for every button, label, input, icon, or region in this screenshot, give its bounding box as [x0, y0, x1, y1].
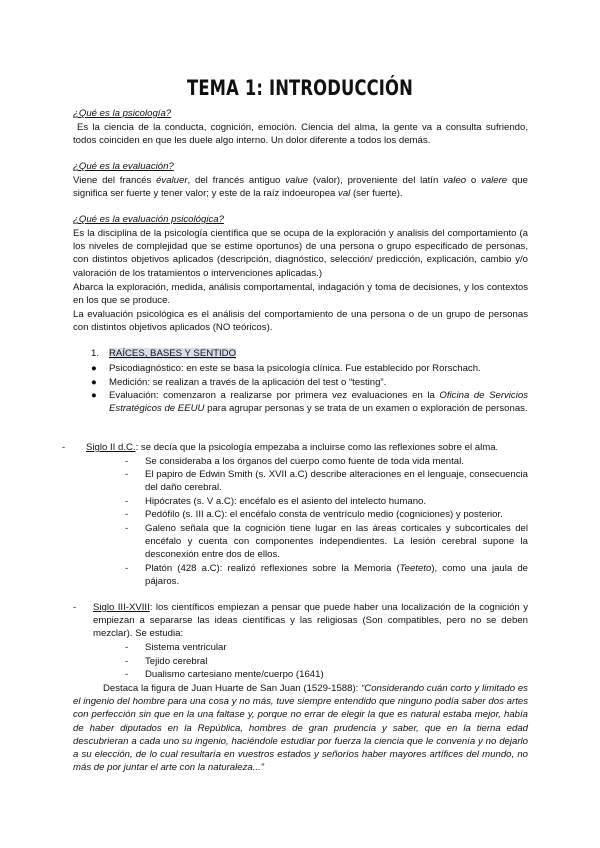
bullet-item: [91, 389, 528, 415]
sub-item-text-part: Platón (428 a.C): realizó reflexiones sobre la Memoria (: [145, 563, 400, 574]
sub-item-text-part: ), como una jaula de pájaros.: [145, 563, 528, 588]
sub-item: [125, 668, 528, 681]
answer-evaluation-text: , del francés antiguo: [187, 175, 286, 186]
century-description: : se decía que la psicología empezaba a incluirse como las reflexiones sobre el alma.: [135, 442, 499, 453]
sub-item-text: Sistema ventricular: [145, 642, 227, 653]
century-text: [93, 601, 528, 641]
bullet-icon: ●: [91, 377, 97, 388]
dash-marker: -: [125, 563, 129, 574]
dash-marker: -: [125, 496, 129, 507]
answer-psych-evaluation-p2: Abarca la exploración, medida, análisis comportamental, indagación y toma de decisiones, y los contextos en los que se produce.: [73, 282, 528, 307]
term-valeo: valeo: [443, 175, 467, 186]
dash-marker: -: [125, 509, 129, 520]
sub-item: [125, 495, 528, 508]
office-name: Oficina de Servicios Estratégicos de EEUU: [109, 390, 528, 415]
answer-evaluation-text: Viene del francés: [73, 175, 157, 186]
bullet-icon: ●: [91, 390, 97, 401]
sub-item-text: Hipócrates (s. V a.C): encéfalo es el asiento del intelecto humano.: [145, 496, 427, 507]
sub-item: [125, 468, 528, 494]
sub-item: [125, 641, 528, 654]
bullet-text: Psicodiagnóstico: en este se basa la psicología clínica. Fue establecido por Rorschach.: [109, 363, 481, 374]
sub-item: [125, 655, 528, 668]
term-valere: valere: [481, 175, 508, 186]
bullet-text-part: para agrupar personas y se trata de un examen o exploración de personas.: [204, 403, 528, 415]
dash-marker: -: [125, 469, 129, 480]
dash-marker: -: [125, 642, 129, 653]
dash-marker: -: [125, 456, 129, 467]
question-psych-evaluation: ¿Qué es la evaluación psicológica?: [73, 214, 224, 225]
answer-evaluation-text: (valor), proveniente del latín: [308, 175, 444, 186]
sub-item: [125, 562, 528, 588]
term-evaluer: évaluer: [156, 175, 188, 186]
sub-item-text: [145, 562, 528, 588]
answer-psychology: Es la ciencia de la conducta, cognición, emoción. Ciencia del alma, la gente va a consulta sufriendo, todos coinciden en que les duele algo interno. Un dolor diferente a todos los demás.: [73, 122, 528, 147]
century-text: [86, 441, 528, 454]
dash-marker: -: [125, 656, 129, 667]
bullet-text: [109, 389, 528, 415]
sub-item-text: Pedófilo (s. III a.C): el encéfalo consta de ventrículo medio (cogniciones) y posterior.: [145, 509, 503, 520]
section-title: RAÍCES, BASES Y SENTIDO: [109, 348, 237, 359]
century-label: Siglo III-XVIII: [93, 602, 150, 613]
sub-item: [125, 522, 528, 562]
bullet-item: [91, 362, 528, 375]
century-item-siglo-ii: [62, 441, 528, 454]
sub-item-text: Tejido cerebral: [145, 656, 208, 667]
dash-marker: -: [125, 523, 129, 534]
sub-item-text: Galeno señala que la cognición tiene lugar en las áreas corticales y subcorticales del encéfalo y cuenta con componentes independientes. La lesión cerebral supone la desconexión entre dos de ellos.: [145, 523, 528, 561]
question-evaluation: ¿Qué es la evaluación?: [73, 161, 174, 172]
bullet-item: [91, 376, 528, 389]
page-title: TEMA 1: INTRODUCCIÓN: [186, 76, 414, 100]
work-title: Teeteto: [399, 563, 432, 574]
century-label: Siglo II d.C.: [86, 442, 136, 453]
sub-item: [125, 455, 528, 468]
sub-item: [125, 508, 528, 521]
sub-item-text: El papiro de Edwin Smith (s. XVII a.C) describe alteraciones en el lenguaje, consecuencia del daño cerebral.: [145, 469, 528, 494]
dash-marker: -: [125, 669, 129, 680]
answer-evaluation-text: (ser fuerte).: [350, 188, 403, 200]
bullet-text-part: Evaluación: comenzaron a realizarse por primera vez evaluaciones en la: [109, 390, 440, 401]
huarte-paragraph: [73, 682, 528, 774]
century-item-siglo-iii-xviii: [73, 601, 528, 641]
dash-marker: -: [62, 442, 66, 453]
bullet-icon: ●: [91, 363, 97, 374]
huarte-intro: Destaca la figura de Juan Huarte de San Juan (1529-1588):: [103, 683, 362, 694]
section-number: 1.: [91, 348, 100, 359]
huarte-quote: “Considerando cuán corto y limitado es el ingenio del hombre para una cosa y no más, tuve siempre entendido que ninguno podía saber dos artes con perfección sin que en la una faltase y, porque no errar de elegir la que es natural estaba mejor, había de haber diputados en la República, hombres de gran prudencia y saber, que en la tierna edad descubrieran a cada uno su ingenio, haciéndole estudiar por fuerza la ciencia que le convenía y no dejarlo a su elección, de lo cual resultaría en vuestros estados y señoríos haber mayores artífices del mundo, no más de por juntar el arte con la naturaleza...”: [73, 683, 528, 774]
answer-evaluation-text: que significa ser fuerte y tener valor; y este de la raíz indoeuropea: [73, 175, 528, 200]
question-psychology: ¿Qué es la psicología?: [73, 108, 172, 119]
answer-psych-evaluation-p1: Es la disciplina de la psicología científica que se ocupa de la exploración y analisis del comportamiento (a los niveles de complejidad que se estime oportunos) de una persona o grupo especificado de personas, con distintos objetivos aplicados (descripción, diagnóstico, selección/ predicción, explicación, cambio y/o valoración de los tratamientos o intervenciones aplicadas.): [73, 228, 528, 279]
sub-item-text: Se consideraba a los órganos del cuerpo como fuente de toda vida mental.: [145, 456, 464, 467]
term-value: value: [285, 175, 309, 186]
term-val: val: [338, 188, 351, 200]
answer-psych-evaluation-p3: La evaluación psicológica es el análisis del comportamiento de una persona o de un grupo de personas con distintos objetivos aplicados (NO teóricos).: [73, 309, 528, 334]
bullet-text: Medición: se realizan a través de la aplicación del test o “testing”.: [109, 377, 387, 388]
sub-item-text: Dualismo cartesiano mente/cuerpo (1641): [145, 669, 324, 680]
answer-evaluation-text: o: [466, 175, 482, 186]
dash-marker: -: [73, 602, 77, 613]
answer-evaluation: [73, 174, 528, 200]
century-description: : los científicos empiezan a pensar que puede haber una localización de la cognición y empiezan a separarse las ideas científicas y las religiosas (Son compatibles, pero no se deben mezclar). Se estudia:: [93, 602, 529, 640]
